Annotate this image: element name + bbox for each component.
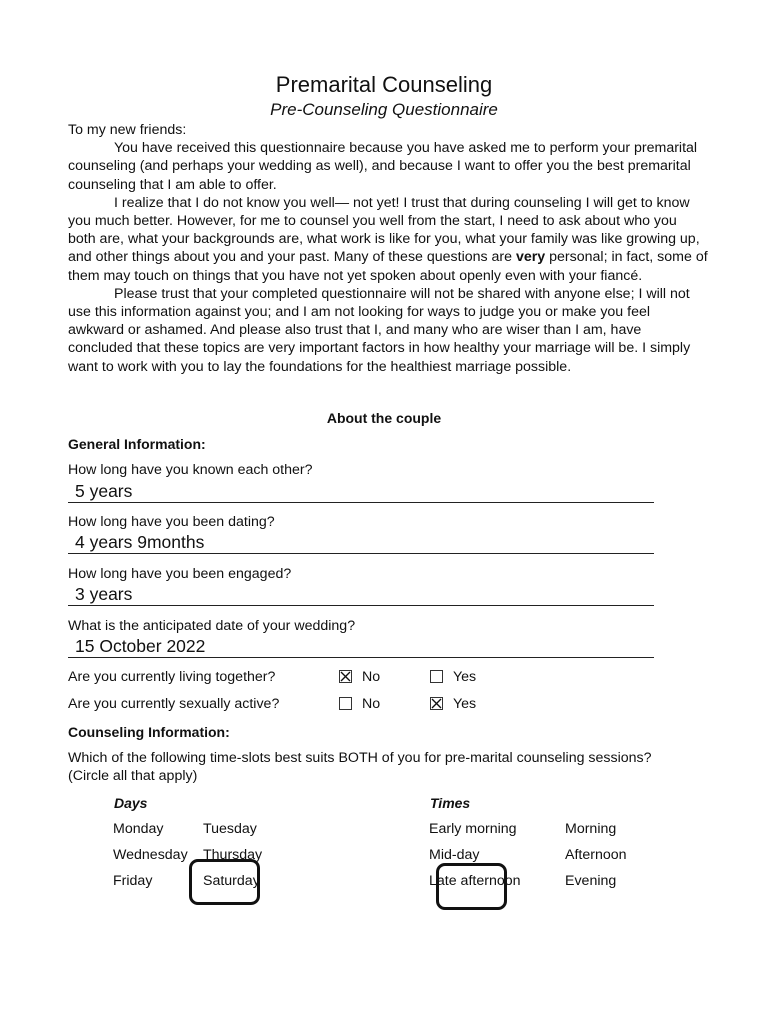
answer-dating-line — [68, 553, 654, 554]
checkbox-x-icon — [431, 698, 442, 709]
selection-circle-saturday — [189, 859, 260, 905]
answer-wedding-date-line — [68, 657, 654, 658]
about-couple-heading: About the couple — [326, 410, 442, 426]
salutation: To my new friends: — [68, 122, 187, 138]
intro-paragraph-2 — [68, 194, 708, 285]
answer-known-line — [68, 502, 654, 503]
living-together-no-label: No — [362, 669, 381, 685]
page-title: Premarital Counseling — [275, 72, 493, 97]
sexually-active-no-checkbox[interactable] — [339, 697, 352, 710]
intro-letter — [68, 121, 708, 376]
question-known-label: How long have you known each other? — [68, 462, 313, 478]
selection-circle-late-afternoon — [436, 863, 507, 910]
intro-paragraph-3: Please trust that your completed questionnaire will not be shared with anyone else; I will not use this information against you; and I am not looking for ways to judge you or make you feel awkward or ashamed. And please also trust that I, and many who are wiser than I am, have concluded that these topics are very important factors in how healthy your marriage will be. I simply want to work with you to lay the foundations for the healthiest marriage possible. — [68, 285, 691, 375]
time-option-late-afternoon[interactable]: Late afternoon — [429, 873, 521, 889]
page-subtitle: Pre-Counseling Questionnaire — [270, 100, 498, 119]
time-option-afternoon[interactable]: Afternoon — [565, 847, 627, 863]
answer-wedding-date[interactable]: 15 October 2022 — [75, 636, 206, 656]
question-sexually-active-label: Are you currently sexually active? — [68, 696, 280, 712]
sexually-active-no-label: No — [362, 696, 381, 712]
question-dating-label: How long have you been dating? — [68, 514, 275, 530]
day-option-thursday[interactable]: Thursday — [203, 847, 263, 863]
question-engaged-label: How long have you been engaged? — [68, 566, 292, 582]
time-option-early-morning[interactable]: Early morning — [429, 821, 517, 837]
living-together-no-checkbox[interactable] — [339, 670, 352, 683]
general-info-heading: General Information: — [68, 436, 206, 452]
day-option-wednesday[interactable]: Wednesday — [113, 847, 188, 863]
days-header: Days — [114, 795, 148, 811]
time-option-evening[interactable]: Evening — [565, 873, 617, 889]
counseling-info-heading: Counseling Information: — [68, 724, 230, 740]
day-option-tuesday[interactable]: Tuesday — [203, 821, 257, 837]
times-header: Times — [430, 795, 471, 811]
answer-known[interactable]: 5 years — [75, 481, 133, 501]
day-option-friday[interactable]: Friday — [113, 873, 153, 889]
intro-paragraph-2-start: I realize that I do not know you well— not yet! I trust that during counseling I will get to know you much better. However, for me to counsel you well from the start, I need to ask about who you both are, what your backgrounds are, what work is like for you, what your family was like growing up, and other things about you and your past. Many of these questions are — [68, 194, 700, 266]
answer-dating[interactable]: 4 years 9months — [75, 532, 205, 552]
sexually-active-yes-label: Yes — [453, 696, 477, 712]
checkbox-x-icon — [340, 671, 351, 682]
intro-paragraph-2-end: personal; in fact, some of them may touch on things that you have not yet spoken about openly even with your fiancé. — [68, 249, 708, 284]
answer-engaged-line — [68, 605, 654, 606]
timeslot-question: Which of the following time-slots best suits BOTH of you for pre-marital counseling sessions? — [68, 750, 652, 766]
question-wedding-date-label: What is the anticipated date of your wedding? — [68, 618, 356, 634]
timeslot-instruction: (Circle all that apply) — [68, 768, 198, 784]
time-option-morning[interactable]: Morning — [565, 821, 617, 837]
living-together-yes-checkbox[interactable] — [430, 670, 443, 683]
intro-paragraph-1: You have received this questionnaire because you have asked me to perform your premarital counseling (and perhaps your wedding as well), and because I want to offer you the best premarital counseling that I am able to offer. — [68, 140, 698, 193]
day-option-monday[interactable]: Monday — [113, 821, 164, 837]
answer-engaged[interactable]: 3 years — [75, 584, 133, 604]
sexually-active-yes-checkbox[interactable] — [430, 697, 443, 710]
time-option-mid-day[interactable]: Mid-day — [429, 847, 480, 863]
emphasis-very: very — [516, 249, 546, 266]
question-living-together-label: Are you currently living together? — [68, 669, 276, 685]
living-together-yes-label: Yes — [453, 669, 477, 685]
day-option-saturday[interactable]: Saturday — [203, 873, 260, 889]
